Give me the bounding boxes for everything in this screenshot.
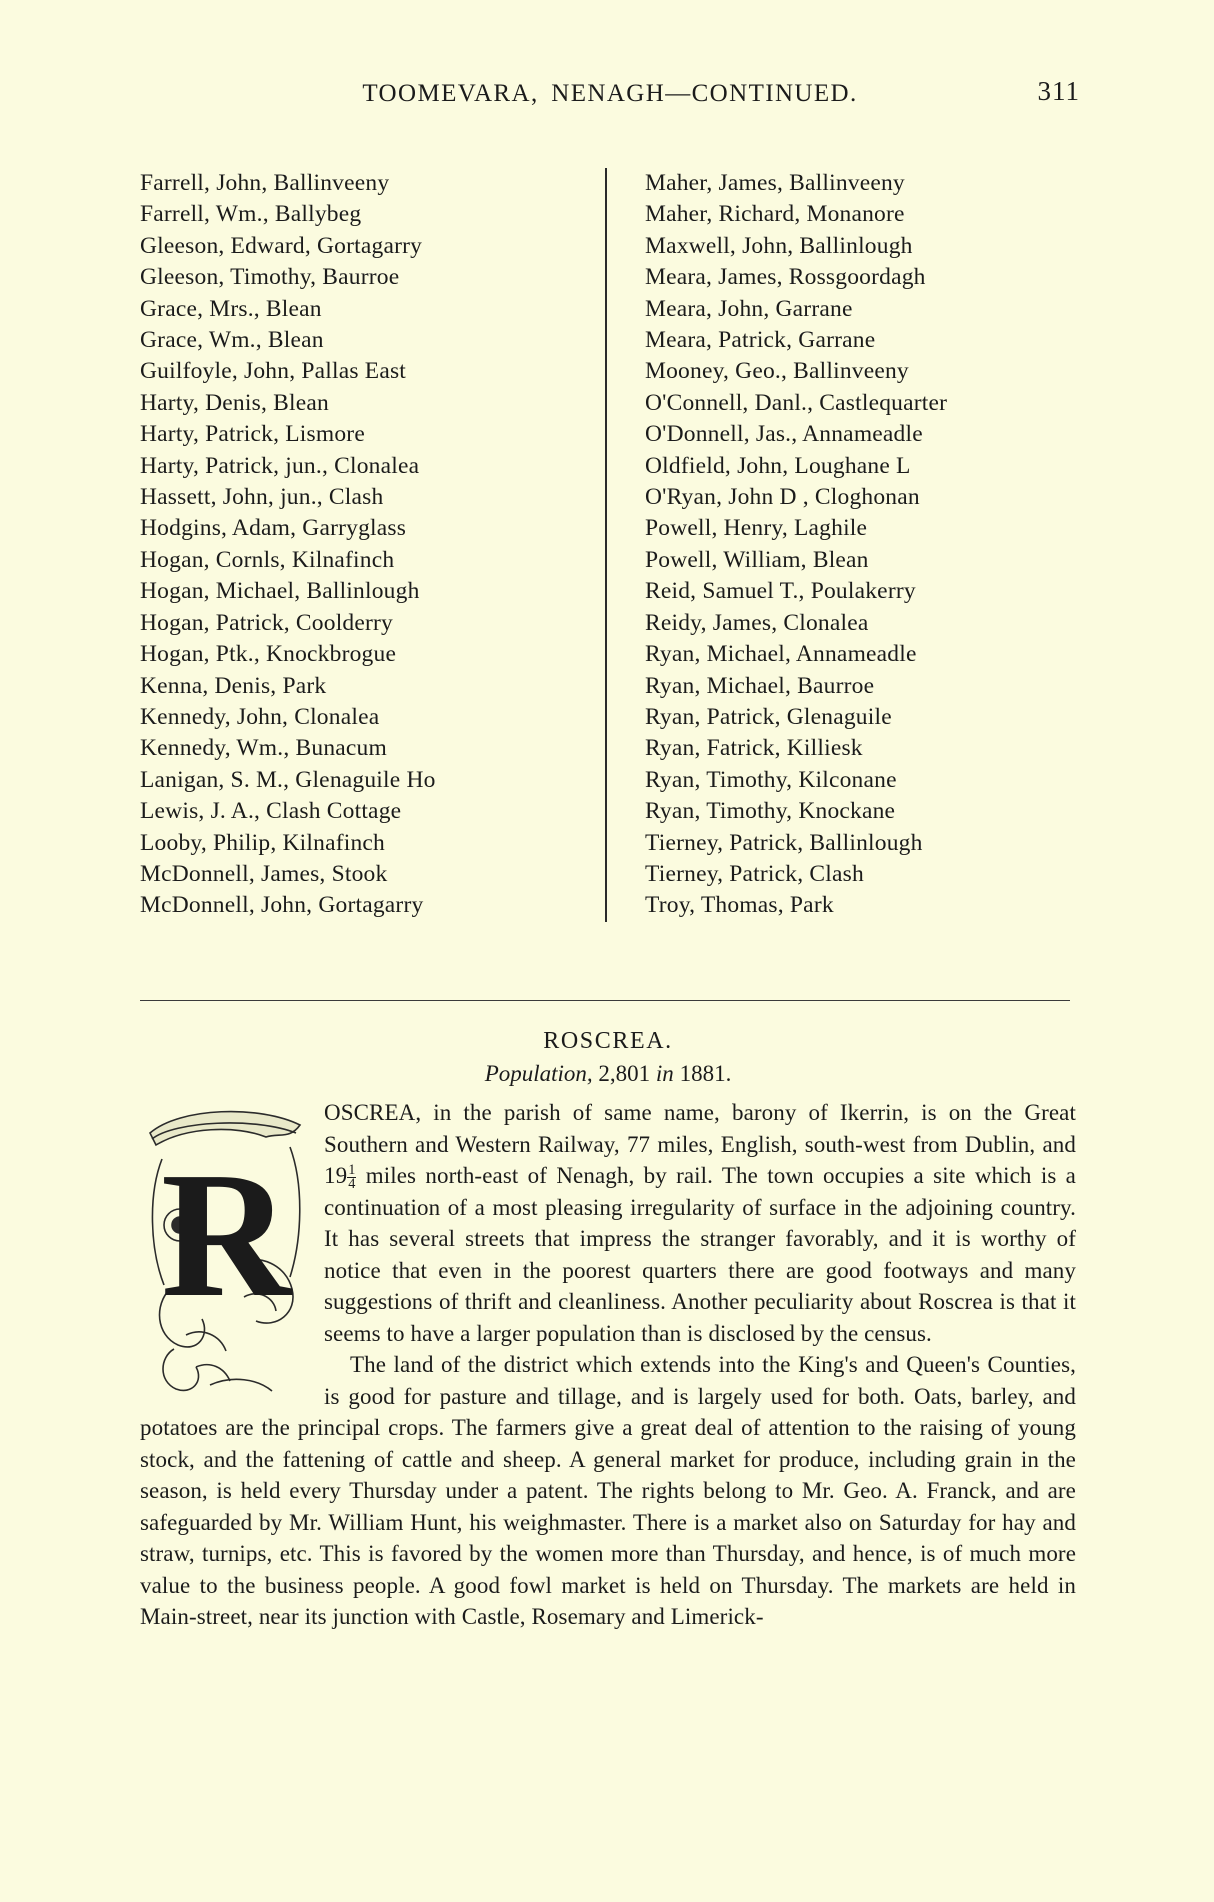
section-title: ROSCREA. bbox=[543, 1028, 673, 1054]
list-item: O'Connell, Danl., Castlequarter bbox=[645, 389, 948, 416]
roscrea-section bbox=[140, 1028, 1076, 1633]
list-item: Tierney, Patrick, Clash bbox=[645, 860, 864, 887]
list-item: Ryan, Timothy, Kilconane bbox=[645, 766, 897, 793]
list-item: Guilfoyle, John, Pallas East bbox=[140, 358, 407, 385]
list-item: Hogan, Ptk., Knockbrogue bbox=[140, 641, 397, 668]
directory-column-right bbox=[605, 168, 1070, 922]
list-item: Hogan, Patrick, Coolderry bbox=[140, 609, 394, 636]
list-item: Mooney, Geo., Ballinveeny bbox=[645, 358, 909, 385]
population-value: 2,801 bbox=[598, 1061, 651, 1086]
page-header bbox=[140, 76, 1080, 108]
list-item: Ryan, Fatrick, Killiesk bbox=[645, 735, 863, 762]
population-in: in bbox=[655, 1061, 674, 1086]
list-item: Harty, Denis, Blean bbox=[140, 389, 329, 416]
list-item: Looby, Philip, Kilnafinch bbox=[140, 829, 385, 856]
list-item: Reidy, James, Clonalea bbox=[645, 609, 869, 636]
list-item: Meara, James, Rossgoordagh bbox=[645, 264, 926, 291]
list-item: Harty, Patrick, Lismore bbox=[140, 421, 365, 448]
list-item: McDonnell, John, Gortagarry bbox=[140, 892, 424, 919]
roscrea-body bbox=[140, 1097, 1076, 1633]
population-year: 1881. bbox=[679, 1061, 732, 1086]
list-item: Troy, Thomas, Park bbox=[645, 892, 834, 919]
list-item: Powell, William, Blean bbox=[645, 546, 869, 573]
list-item: Ryan, Patrick, Glenaguile bbox=[645, 703, 892, 730]
list-item: Hogan, Michael, Ballinlough bbox=[140, 578, 420, 605]
directory-columns bbox=[140, 168, 1070, 922]
list-item: Gleeson, Edward, Gortagarry bbox=[140, 232, 423, 259]
fraction-whole: 19 bbox=[324, 1163, 348, 1188]
para1-part-a: OSCREA, in the parish of same name, barony of Ikerrin, is on the Great Southern and Western Railway, bbox=[324, 1100, 1076, 1157]
list-item: Meara, John, Garrane bbox=[645, 295, 853, 322]
list-item: Oldfield, John, Loughane L bbox=[645, 452, 911, 479]
list-item: Lanigan, S. M., Glenaguile Ho bbox=[140, 766, 436, 793]
section-divider bbox=[140, 1000, 1070, 1001]
list-item: Farrell, John, Ballinveeny bbox=[140, 170, 390, 196]
para1-miles-1: 77 bbox=[626, 1131, 651, 1157]
running-title: TOOMEVARA, NENAGH—CONTINUED. bbox=[362, 80, 858, 107]
list-item: Maxwell, John, Ballinlough bbox=[645, 232, 913, 259]
list-item: Meara, Patrick, Garrane bbox=[645, 327, 876, 354]
list-item: Lewis, J. A., Clash Cottage bbox=[140, 798, 402, 825]
directory-column-left bbox=[140, 168, 605, 922]
list-item: Grace, Mrs., Blean bbox=[140, 295, 322, 322]
list-item: Kennedy, Wm., Bunacum bbox=[140, 735, 387, 762]
drop-cap-ornament-icon bbox=[140, 1099, 312, 1399]
fraction-numerator: 1 bbox=[348, 1162, 356, 1179]
list-item: Tierney, Patrick, Ballinlough bbox=[645, 829, 923, 856]
fraction-denominator: 4 bbox=[348, 1175, 356, 1192]
list-item: O'Ryan, John D , Cloghonan bbox=[645, 484, 920, 511]
list-item: Reid, Samuel T., Poulakerry bbox=[645, 578, 916, 605]
para1-part-b: miles, English, south-west from Dublin, and bbox=[657, 1131, 1076, 1157]
list-item: Maher, James, Ballinveeny bbox=[645, 170, 905, 196]
list-item: Grace, Wm., Blean bbox=[140, 327, 324, 354]
para1-distance-fraction bbox=[324, 1162, 356, 1192]
drop-cap-letter: R bbox=[161, 1135, 291, 1334]
list-item: Powell, Henry, Laghile bbox=[645, 515, 868, 542]
list-item: Hodgins, Adam, Garryglass bbox=[140, 515, 407, 542]
roscrea-paragraph-2: The land of the district which extends into the King's and Queen's Counties, is good for pasture and tillage, and is largely used for both. Oats, barley, and potatoes are the principal crops. The farmers give a great deal of attention to the raising of young stock, and the fattening of cattle and sheep. A general market for produce, including grain in the season, is held every Thursday under a patent. The rights belong to Mr. Geo. A. Franck, and are safeguarded by Mr. William Hunt, his weighmaster. There is a market also on Saturday for hay and straw, turnips, etc. This is favored by the women more than Thursday, and hence, is of much more value to the business people. A good fowl market is held on Thursday. The markets are held in Main-street, near its junction with Castle, Rosemary and Limerick- bbox=[140, 1352, 1076, 1629]
list-item: Farrell, Wm., Ballybeg bbox=[140, 201, 362, 228]
list-item: O'Donnell, Jas., Annameadle bbox=[645, 421, 923, 448]
list-item: Kennedy, John, Clonalea bbox=[140, 703, 380, 730]
para1-part-c: miles north-east of Nenagh, by rail. The town occupies a site which is a continuation of a most pleasing irregularity of surface in the adjoining country. It has several streets that impress the stranger favorably, and it is worthy of notice that even in the poorest quarters there are good footways and many suggestions of thrift and cleanliness. Another peculiarity about Roscrea is that it seems to have a larger population than is disclosed by the census. bbox=[324, 1163, 1076, 1346]
list-item: Hogan, Cornls, Kilnafinch bbox=[140, 546, 395, 573]
list-item: Ryan, Michael, Baurroe bbox=[645, 672, 875, 699]
population-label: Population, bbox=[484, 1061, 593, 1086]
list-item: Harty, Patrick, jun., Clonalea bbox=[140, 452, 420, 479]
list-item: Kenna, Denis, Park bbox=[140, 672, 327, 699]
list-item: Gleeson, Timothy, Baurroe bbox=[140, 264, 400, 291]
population-line bbox=[140, 1061, 1076, 1087]
page-number: 311 bbox=[1037, 76, 1080, 106]
list-item: McDonnell, James, Stook bbox=[140, 860, 388, 887]
list-item: Ryan, Michael, Annameadle bbox=[645, 641, 917, 668]
list-item: Ryan, Timothy, Knockane bbox=[645, 798, 896, 825]
list-item: Hassett, John, jun., Clash bbox=[140, 484, 384, 511]
list-item: Maher, Richard, Monanore bbox=[645, 201, 905, 228]
